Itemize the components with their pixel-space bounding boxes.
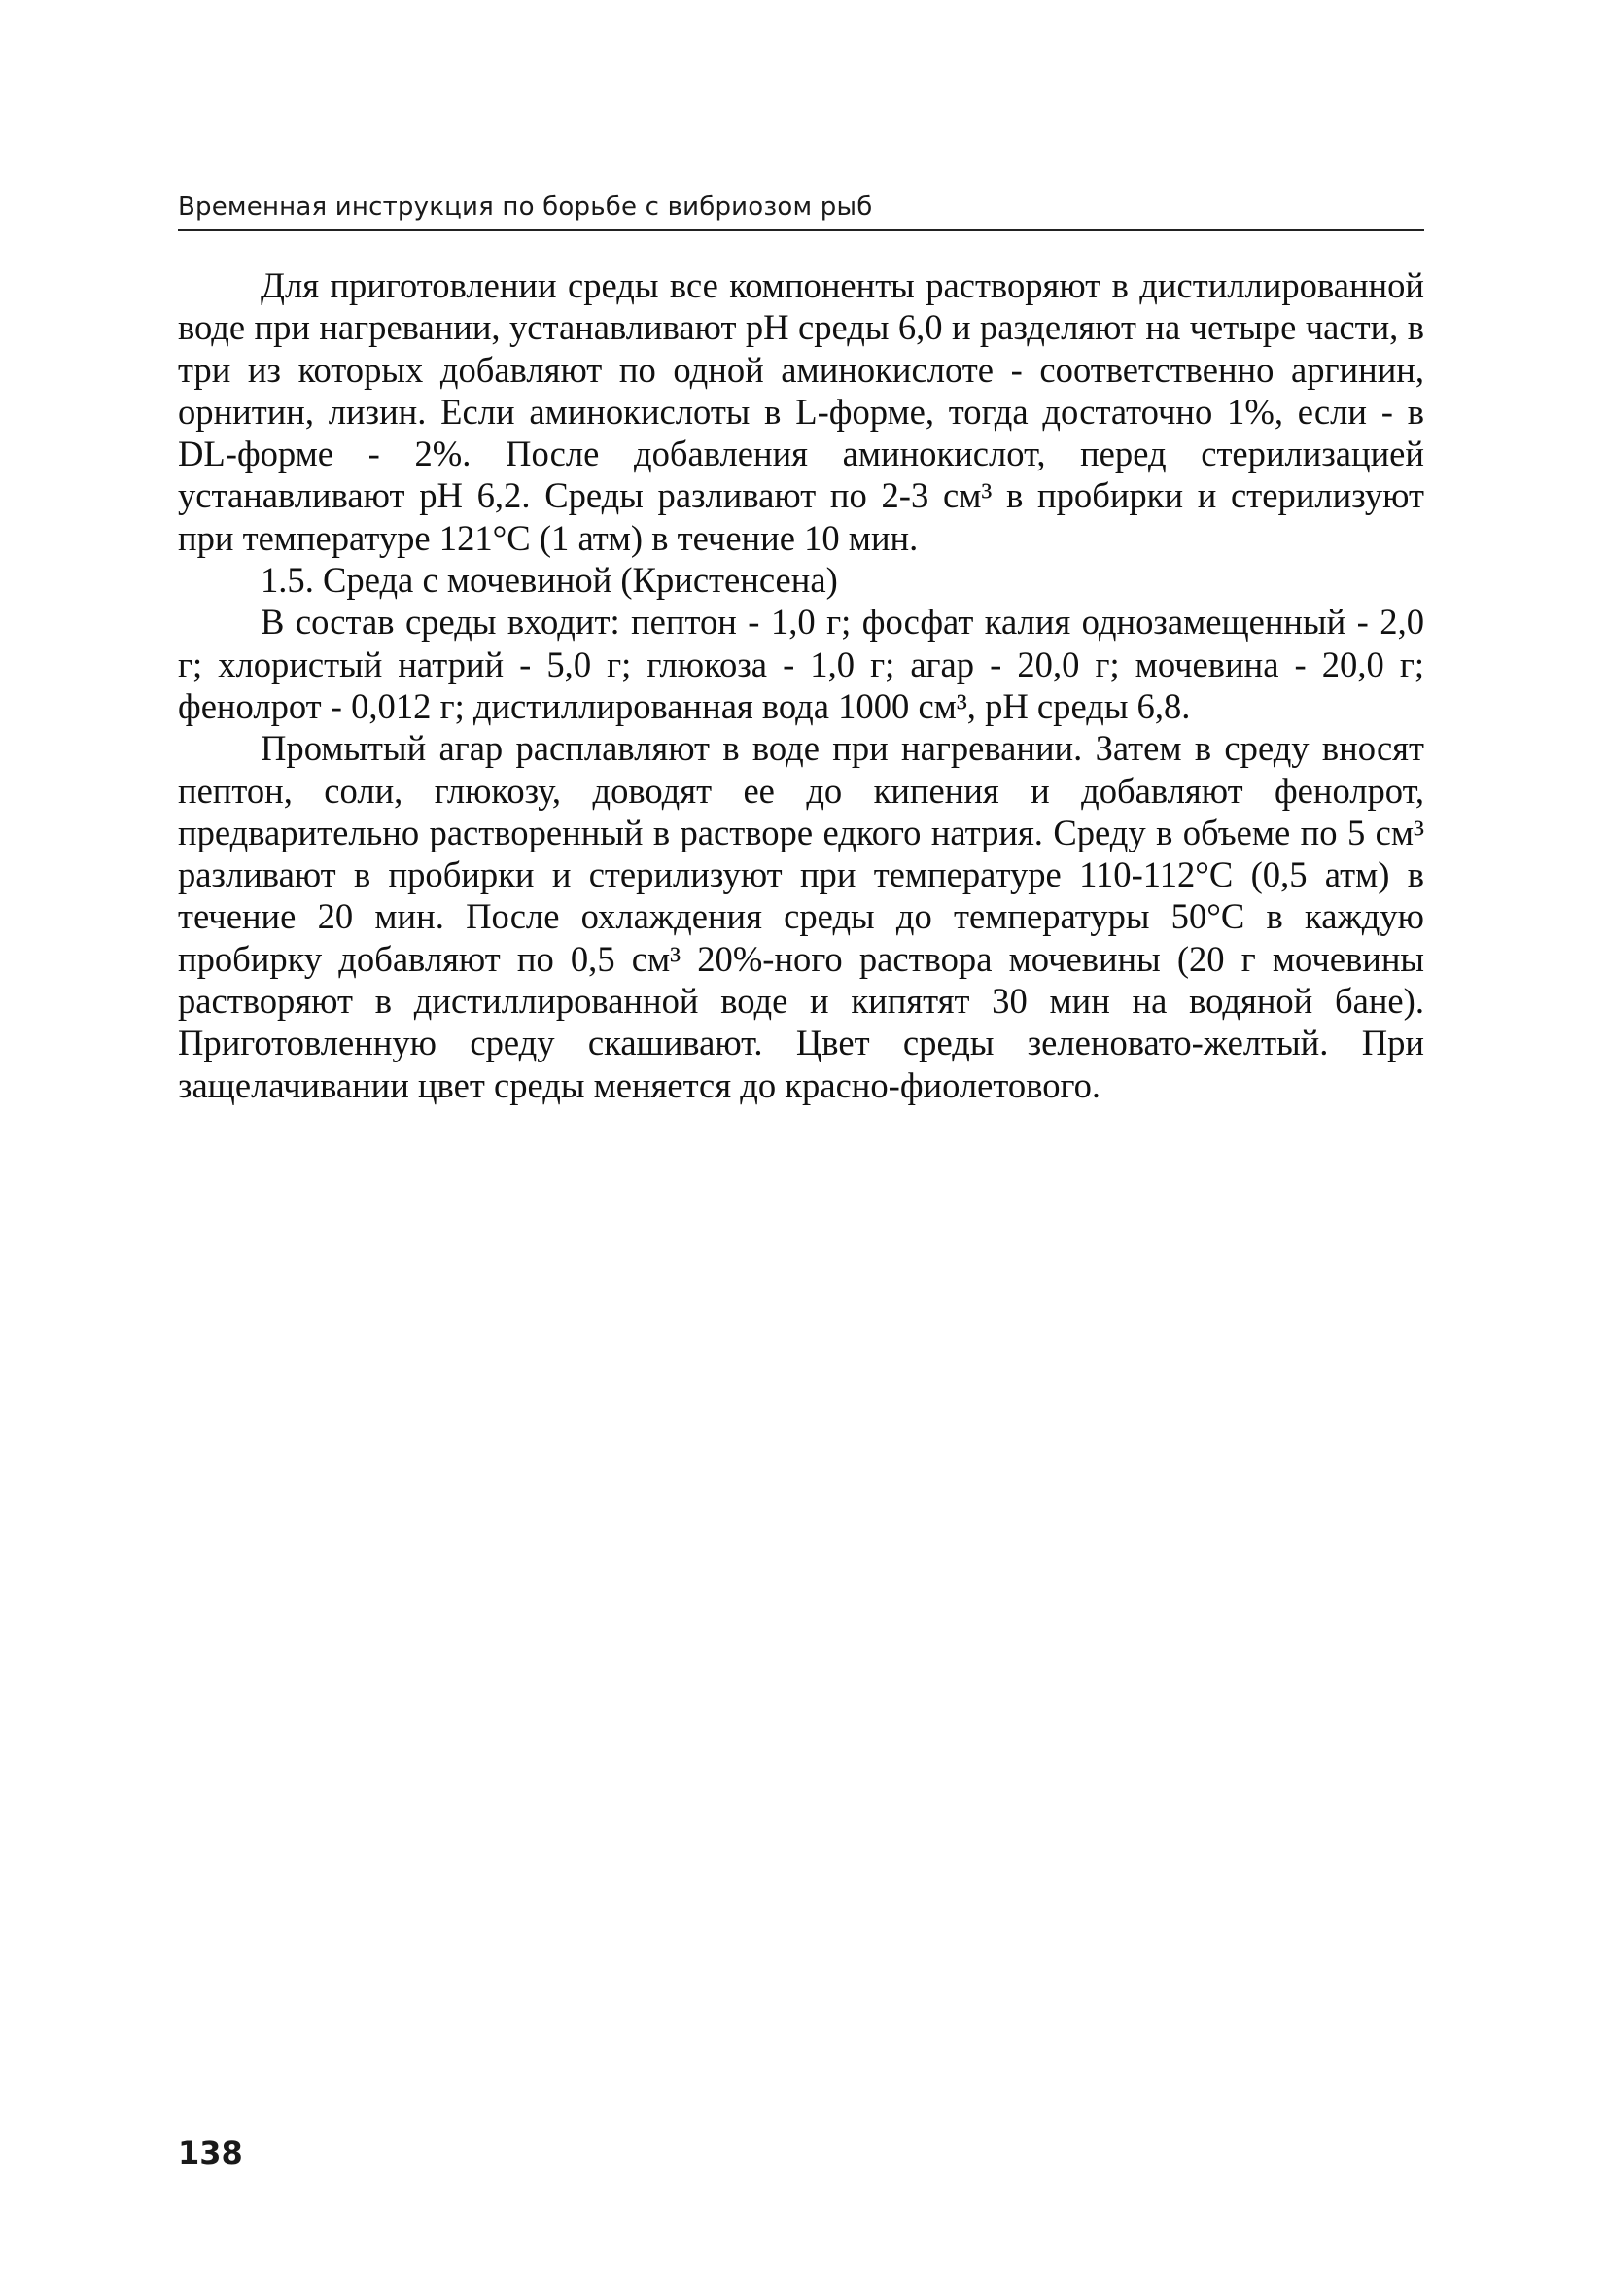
section-heading-urea-medium: 1.5. Среда с мочевиной (Кристенсена): [261, 560, 838, 601]
page-body: [178, 264, 1424, 1106]
paragraph-procedure: Промытый агар расплавляют в воде при нагревании. Затем в среду вносят пептон, соли, глюкозу, доводят ее до кипения и добавляют фенолрот, предварительно растворенный в растворе едкого натрия. Среду в объеме по 5 см³ разливают в пробирки и стерилизуют при температуре 110-112°С (0,5 атм) в течение 20 мин. После охлаждения среды до температуры 50°С в каждую пробирку добавляют по 0,5 см³ 20%-ного раствора мочевины (20 г мочевины растворяют в дистиллированной воде и кипятят 30 мин на водяной бане). Приготовленную среду скашивают. Цвет среды зеленовато-желтый. При защелачивании цвет среды меняется до красно-фиолетового.: [178, 728, 1424, 1105]
paragraph-preparation: Для приготовлении среды все компоненты растворяют в дистиллированной воде при нагревании, устанавливают pH среды 6,0 и разделяют на четыре части, в три из которых добавляют по одной аминокислоте - соответственно аргинин, орнитин, лизин. Если аминокислоты в L-форме, тогда достаточно 1%, если - в DL-форме - 2%. После добавления аминокислот, перед стерилизацией устанавливают pH 6,2. Среды разливают по 2-3 см³ в пробирки и стерилизуют при температуре 121°С (1 атм) в течение 10 мин.: [178, 265, 1424, 558]
page-number: 138: [178, 2135, 243, 2172]
header-divider: [178, 229, 1424, 231]
paragraph-composition: В состав среды входит: пептон - 1,0 г; фосфат калия однозамещенный - 2,0 г; хлористый натрий - 5,0 г; глюкоза - 1,0 г; агар - 20,0 г; мочевина - 20,0 г; фенолрот - 0,012 г; дистиллированная вода 1000 см³, pH среды 6,8.: [178, 602, 1424, 726]
running-header: Временная инструкция по борьбе с вибриозом рыб: [178, 192, 873, 222]
